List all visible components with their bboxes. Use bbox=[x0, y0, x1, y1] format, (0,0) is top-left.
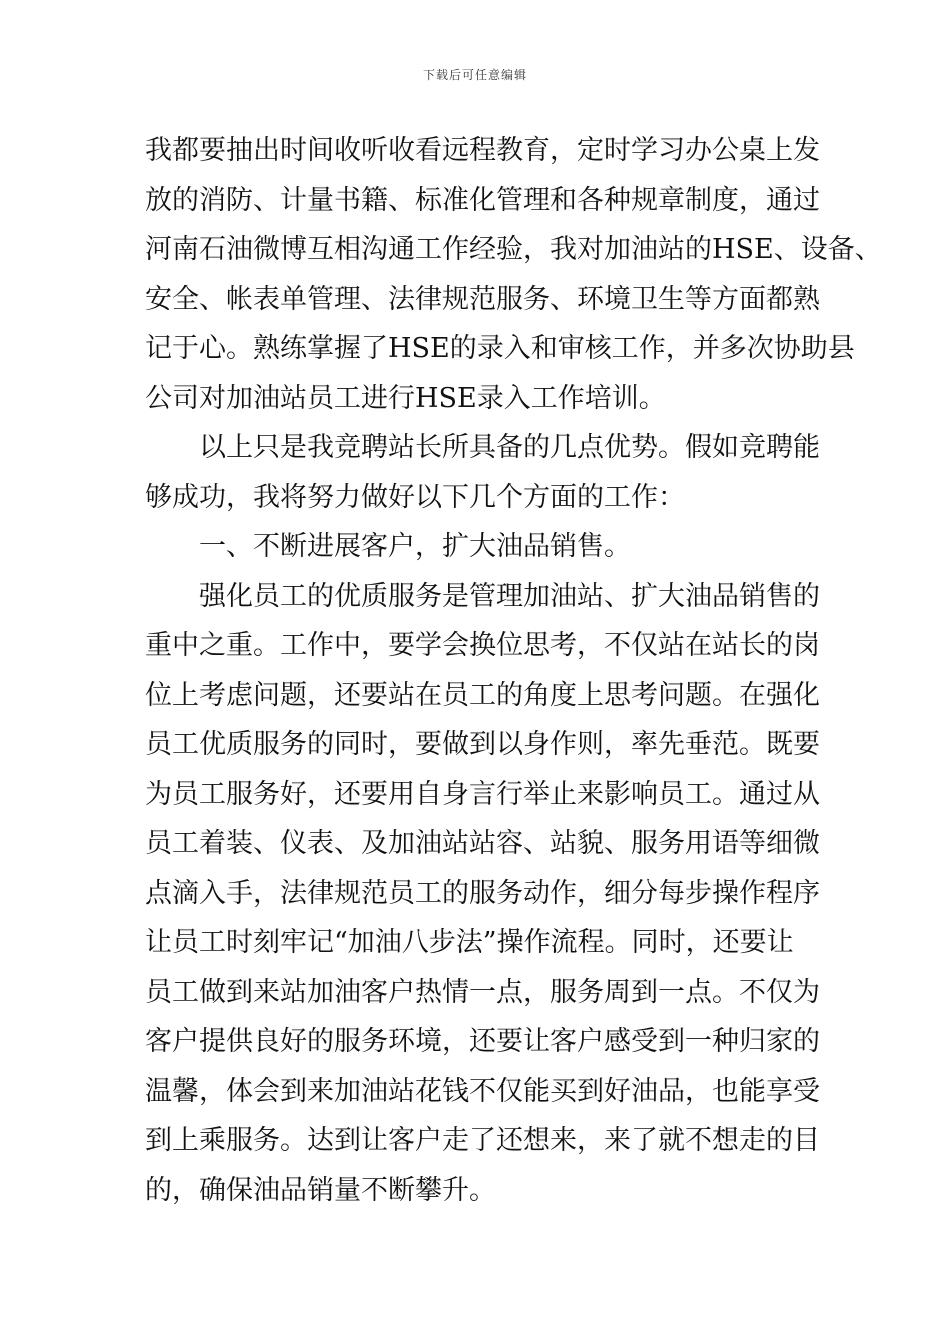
text-line: 记于心。熟练掌握了HSE的录入和审核工作，并多次协助县 bbox=[145, 333, 855, 364]
text-line: 员工优质服务的同时，要做到以身作则，率先垂范。既要 bbox=[145, 729, 820, 760]
text-line: 位上考虑问题，还要站在员工的角度上思考问题。在强化 bbox=[145, 679, 820, 711]
text-line: 客户提供良好的服务环境，还要让客户感受到一种归家的 bbox=[145, 1026, 820, 1057]
text-line: 员工做到来站加油客户热情一点，服务周到一点。不仅为 bbox=[145, 976, 820, 1008]
text-line: 为员工服务好，还要用自身言行举止来影响员工。通过从 bbox=[145, 778, 820, 810]
text-line: 员工着装、仪表、及加油站站容、站貌、服务用语等细微 bbox=[145, 828, 820, 859]
text-line: 安全、帐表单管理、法律规范服务、环境卫生等方面都熟 bbox=[145, 283, 820, 315]
text-line: 够成功，我将努力做好以下几个方面的工作： bbox=[145, 481, 685, 513]
paragraph-start-line: 强化员工的优质服务是管理加油站、扩大油品销售的 bbox=[199, 580, 820, 612]
text-line: 我都要抽出时间收听收看远程教育，定时学习办公桌上发 bbox=[145, 135, 820, 166]
text-line: 让员工时刻牢记“加油八步法”操作流程。同时，还要让 bbox=[145, 927, 794, 958]
page-header: 下载后可任意编辑 bbox=[422, 68, 527, 82]
paragraph-start-line: 以上只是我竞聘站长所具备的几点优势。假如竞聘能 bbox=[199, 432, 820, 463]
text-line: 点滴入手，法律规范员工的服务动作，细分每步操作程序 bbox=[145, 877, 820, 909]
text-line: 公司对加油站员工进行HSE录入工作培训。 bbox=[145, 382, 666, 414]
text-line: 河南石油微博互相沟通工作经验，我对加油站的HSE、设备、 bbox=[145, 234, 882, 265]
text-line: 到上乘服务。达到让客户走了还想来，来了就不想走的目 bbox=[145, 1125, 820, 1156]
document-body bbox=[145, 126, 882, 1215]
text-line: 重中之重。工作中，要学会换位思考，不仅站在站长的岗 bbox=[145, 630, 820, 661]
text-line: 温馨，体会到来加油站花钱不仅能买到好油品，也能享受 bbox=[145, 1075, 820, 1107]
text-line: 的，确保油品销量不断攀升。 bbox=[145, 1174, 496, 1206]
section-heading: 一、不断进展客户，扩大油品销售。 bbox=[199, 531, 631, 562]
text-line: 放的消防、计量书籍、标准化管理和各种规章制度，通过 bbox=[145, 184, 820, 216]
